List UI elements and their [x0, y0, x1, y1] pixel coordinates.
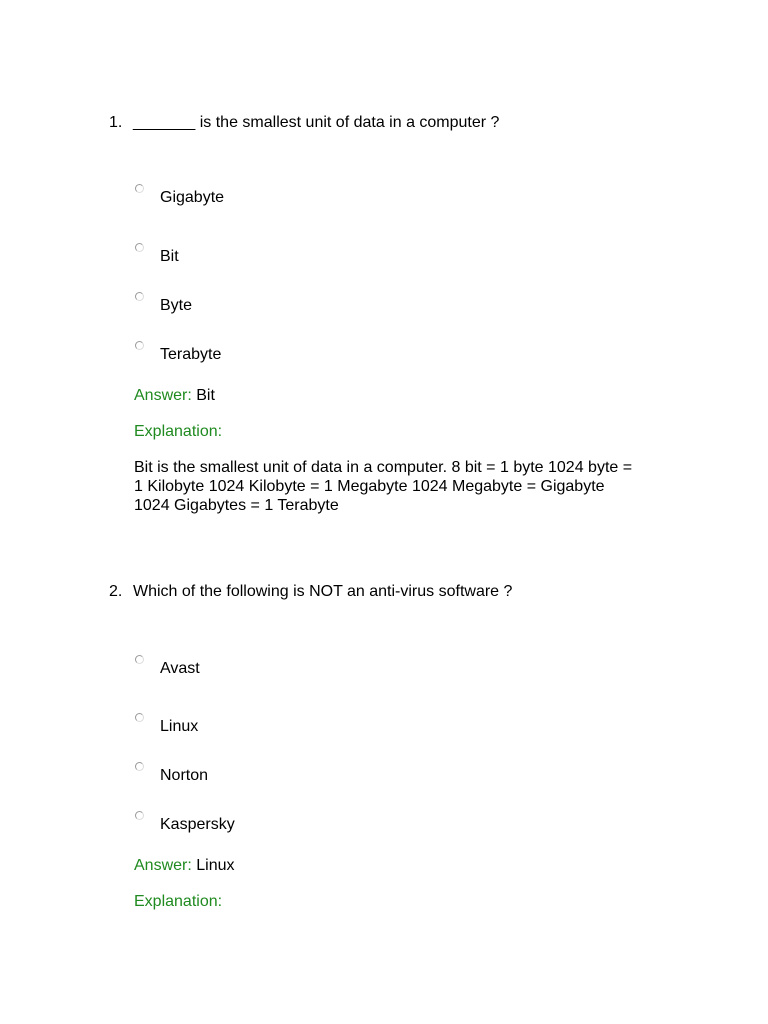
explanation-line: 1 Kilobyte 1024 Kilobyte = 1 Megabyte 1024 Megabyte = Gigabyte: [134, 478, 605, 495]
radio-button[interactable]: [135, 811, 144, 820]
answer-label: Answer:: [134, 857, 192, 874]
question-number: 1.: [109, 114, 123, 131]
option-label[interactable]: Byte: [160, 297, 193, 314]
option-label[interactable]: Norton: [160, 767, 209, 784]
question-1-prompt: [109, 113, 499, 132]
answer-value: Linux: [196, 857, 235, 874]
answer-value: Bit: [196, 387, 215, 404]
explanation-label-1: Explanation:: [134, 423, 223, 440]
answer-line-1: [134, 386, 215, 405]
option-label[interactable]: Kaspersky: [160, 816, 235, 833]
radio-button[interactable]: [135, 184, 144, 193]
radio-button[interactable]: [135, 292, 144, 301]
radio-button[interactable]: [135, 341, 144, 350]
question-text: Which of the following is NOT an anti-virus software ?: [133, 583, 513, 600]
option-label[interactable]: Linux: [160, 718, 199, 735]
radio-button[interactable]: [135, 655, 144, 664]
answer-line-2: [134, 856, 235, 875]
explanation-text-1: [134, 458, 694, 515]
option-label[interactable]: Avast: [160, 660, 200, 677]
radio-button[interactable]: [135, 713, 144, 722]
explanation-line: Bit is the smallest unit of data in a computer. 8 bit = 1 byte 1024 byte =: [134, 459, 633, 476]
radio-button[interactable]: [135, 243, 144, 252]
option-label[interactable]: Bit: [160, 248, 179, 265]
explanation-line: 1024 Gigabytes = 1 Terabyte: [134, 497, 339, 514]
answer-label: Answer:: [134, 387, 192, 404]
question-text: _______ is the smallest unit of data in a computer ?: [133, 114, 500, 131]
question-number: 2.: [109, 583, 123, 600]
option-label[interactable]: Gigabyte: [160, 189, 225, 206]
radio-button[interactable]: [135, 762, 144, 771]
question-2-prompt: [109, 582, 512, 601]
option-label[interactable]: Terabyte: [160, 346, 222, 363]
explanation-label-2: Explanation:: [134, 893, 223, 910]
